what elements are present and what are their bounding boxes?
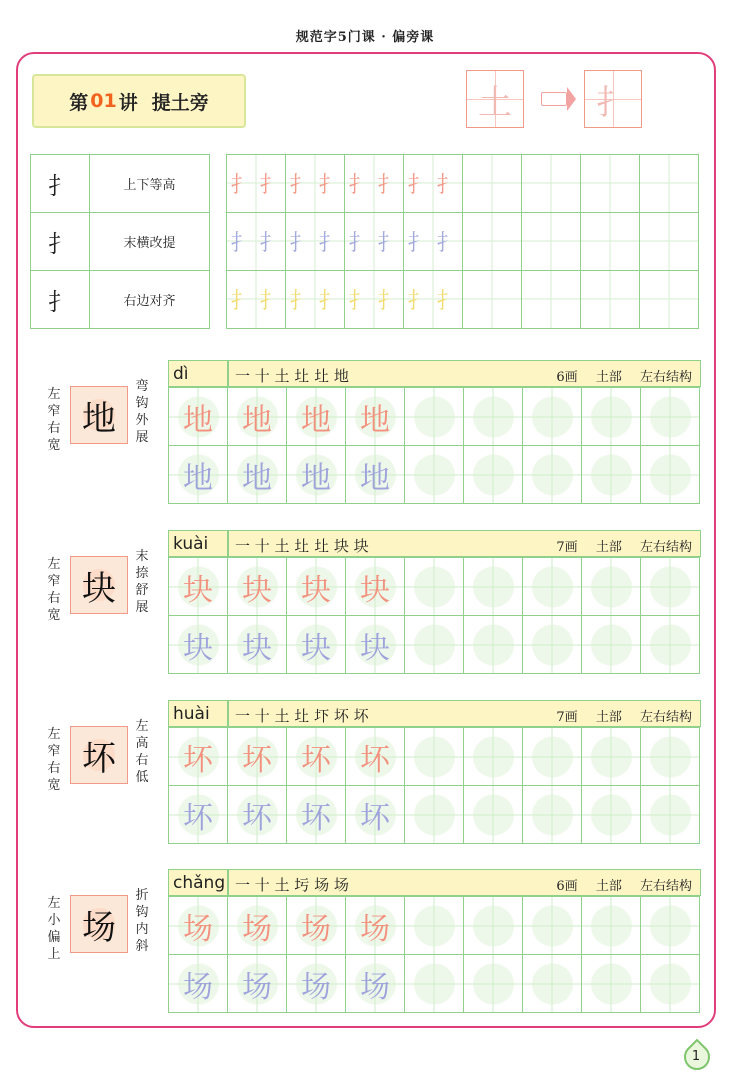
trace-cell[interactable]: 地	[346, 446, 405, 504]
rule-row	[31, 213, 210, 271]
writing-row	[169, 616, 700, 674]
left-note: 左 窄 右 宽	[47, 727, 61, 793]
writing-grid	[168, 727, 700, 844]
trace-cell[interactable]: 场	[228, 897, 287, 955]
practice-cell: 扌 扌	[227, 271, 286, 329]
right-note: 折 钩 内 斜	[135, 888, 149, 954]
empty-cell[interactable]	[464, 786, 523, 844]
empty-cell[interactable]	[582, 728, 641, 786]
empty-cell[interactable]	[641, 388, 700, 446]
pinyin: huài	[173, 704, 210, 724]
writing-grid	[168, 387, 700, 504]
empty-cell[interactable]	[405, 616, 464, 674]
trace-cell[interactable]: 地	[169, 388, 228, 446]
practice-cell	[463, 155, 522, 213]
character-meta	[542, 366, 692, 385]
rule-row	[31, 155, 210, 213]
empty-cell[interactable]	[405, 955, 464, 1013]
trace-cell[interactable]: 地	[346, 388, 405, 446]
trace-cell[interactable]: 场	[169, 955, 228, 1013]
empty-cell[interactable]	[641, 446, 700, 504]
structure-type: 左右结构	[639, 710, 692, 725]
left-note: 左 窄 右 宽	[47, 387, 61, 453]
stroke-order: 一 十 土 圵 圷 坏 坏	[235, 707, 369, 725]
empty-cell[interactable]	[405, 897, 464, 955]
transform-to-box: 扌	[584, 70, 642, 128]
empty-cell[interactable]	[641, 786, 700, 844]
writing-grid	[168, 557, 700, 674]
practice-cell	[522, 213, 581, 271]
rule-row	[31, 271, 210, 329]
practice-cell	[522, 155, 581, 213]
stroke-count: 7画	[556, 710, 578, 725]
rule-glyph: 扌	[31, 213, 90, 271]
character-header	[168, 530, 701, 557]
writing-row	[169, 955, 700, 1013]
practice-cell: 扌 扌	[227, 155, 286, 213]
writing-grid	[168, 896, 700, 1013]
character-meta	[542, 706, 692, 725]
practice-cell: 扌 扌	[404, 155, 463, 213]
empty-cell[interactable]	[641, 728, 700, 786]
empty-cell[interactable]	[582, 955, 641, 1013]
empty-cell[interactable]	[464, 388, 523, 446]
practice-cell	[581, 213, 640, 271]
stroke-order: 一 十 土 圵 圵 块 块	[235, 537, 369, 555]
empty-cell[interactable]	[582, 558, 641, 616]
empty-cell[interactable]	[582, 897, 641, 955]
trace-cell[interactable]: 场	[287, 955, 346, 1013]
trace-cell[interactable]: 场	[228, 955, 287, 1013]
character-header	[168, 869, 701, 896]
rule-text: 右边对齐	[90, 271, 210, 329]
empty-cell[interactable]	[405, 728, 464, 786]
practice-cell: 扌 扌	[345, 155, 404, 213]
practice-cell	[581, 155, 640, 213]
trace-cell[interactable]: 坏	[287, 728, 346, 786]
practice-cell: 扌 扌	[286, 155, 345, 213]
stroke-order: 一 十 土 圵 圵 地	[235, 367, 349, 385]
lesson-suffix: 讲	[118, 91, 138, 114]
practice-row	[227, 155, 699, 213]
rule-glyph: 扌	[31, 271, 90, 329]
practice-cell: 扌 扌	[404, 213, 463, 271]
stroke-count: 7画	[556, 540, 578, 555]
empty-cell[interactable]	[405, 786, 464, 844]
empty-cell[interactable]	[523, 616, 582, 674]
character-meta	[542, 875, 692, 894]
empty-cell[interactable]	[464, 446, 523, 504]
empty-cell[interactable]	[464, 558, 523, 616]
empty-cell[interactable]	[641, 897, 700, 955]
trace-cell[interactable]: 地	[287, 388, 346, 446]
structure-type: 左右结构	[639, 370, 692, 385]
trace-cell[interactable]: 地	[287, 446, 346, 504]
empty-cell[interactable]	[405, 388, 464, 446]
empty-cell[interactable]	[464, 616, 523, 674]
practice-cell: 扌 扌	[345, 213, 404, 271]
practice-row	[227, 271, 699, 329]
trace-cell[interactable]: 块	[169, 616, 228, 674]
writing-row	[169, 388, 700, 446]
book-title: 规范字5门课 · 偏旁课	[295, 30, 435, 45]
lesson-title: 提土旁	[151, 91, 209, 114]
empty-cell[interactable]	[464, 728, 523, 786]
practice-cell	[640, 155, 699, 213]
radical-name: 土部	[595, 540, 622, 555]
rule-text: 末横改提	[90, 213, 210, 271]
left-note: 左 窄 右 宽	[47, 557, 61, 623]
trace-cell[interactable]: 地	[169, 446, 228, 504]
character-meta	[542, 536, 692, 555]
empty-cell[interactable]	[523, 786, 582, 844]
structure-type: 左右结构	[639, 879, 692, 894]
empty-cell[interactable]	[582, 786, 641, 844]
trace-cell[interactable]: 场	[346, 955, 405, 1013]
lesson-badge	[32, 74, 246, 128]
practice-cell: 扌 扌	[286, 271, 345, 329]
empty-cell[interactable]	[641, 616, 700, 674]
practice-cell: 扌 扌	[286, 213, 345, 271]
empty-cell[interactable]	[523, 388, 582, 446]
rule-text: 上下等高	[90, 155, 210, 213]
writing-row	[169, 897, 700, 955]
empty-cell[interactable]	[582, 388, 641, 446]
empty-cell[interactable]	[641, 955, 700, 1013]
empty-cell[interactable]	[523, 955, 582, 1013]
radical-name: 土部	[595, 370, 622, 385]
model-character-box: 块	[70, 556, 128, 614]
practice-cell: 扌 扌	[345, 271, 404, 329]
empty-cell[interactable]	[405, 446, 464, 504]
trace-cell[interactable]: 场	[287, 897, 346, 955]
radical-name: 土部	[595, 879, 622, 894]
character-header	[168, 360, 701, 387]
practice-cell: 扌 扌	[227, 213, 286, 271]
pinyin: chǎng	[173, 873, 226, 893]
trace-cell[interactable]: 块	[287, 616, 346, 674]
practice-cell	[463, 213, 522, 271]
empty-cell[interactable]	[464, 897, 523, 955]
writing-row	[169, 728, 700, 786]
radical-name: 土部	[595, 710, 622, 725]
trace-cell[interactable]: 场	[346, 897, 405, 955]
practice-cell	[640, 213, 699, 271]
trace-cell[interactable]: 块	[346, 558, 405, 616]
practice-cell	[463, 271, 522, 329]
empty-cell[interactable]	[641, 558, 700, 616]
lesson-number: 01	[90, 90, 117, 112]
empty-cell[interactable]	[523, 446, 582, 504]
writing-row	[169, 558, 700, 616]
empty-cell[interactable]	[582, 616, 641, 674]
stroke-order: 一 十 土 圬 场 场	[235, 876, 349, 894]
practice-cell	[640, 271, 699, 329]
writing-row	[169, 786, 700, 844]
practice-cell	[581, 271, 640, 329]
trace-cell[interactable]: 块	[169, 558, 228, 616]
trace-cell[interactable]: 块	[287, 558, 346, 616]
model-character-box: 场	[70, 895, 128, 953]
stroke-count: 6画	[556, 879, 578, 894]
practice-cell: 扌 扌	[404, 271, 463, 329]
pinyin: dì	[173, 364, 189, 384]
empty-cell[interactable]	[523, 897, 582, 955]
left-note: 左 小 偏 上	[47, 896, 61, 962]
trace-cell[interactable]: 块	[228, 616, 287, 674]
trace-cell[interactable]: 坏	[228, 728, 287, 786]
radical-practice-grid	[226, 154, 699, 329]
trace-cell[interactable]: 坏	[228, 786, 287, 844]
trace-cell[interactable]: 坏	[346, 728, 405, 786]
empty-cell[interactable]	[582, 446, 641, 504]
stroke-count: 6画	[556, 370, 578, 385]
trace-cell[interactable]: 场	[169, 897, 228, 955]
right-note: 末 捺 舒 展	[135, 549, 149, 615]
transform-from-box: 土	[466, 70, 524, 128]
lesson-prefix: 第	[69, 91, 89, 114]
rule-glyph: 扌	[31, 155, 90, 213]
model-character-box: 坏	[70, 726, 128, 784]
empty-cell[interactable]	[464, 955, 523, 1013]
trace-cell[interactable]: 坏	[346, 786, 405, 844]
character-header	[168, 700, 701, 727]
empty-cell[interactable]	[523, 558, 582, 616]
page-number: 1	[684, 1040, 708, 1070]
practice-cell	[522, 271, 581, 329]
trace-cell[interactable]: 坏	[287, 786, 346, 844]
trace-cell[interactable]: 块	[346, 616, 405, 674]
model-character-box: 地	[70, 386, 128, 444]
pinyin: kuài	[173, 534, 209, 554]
radical-rules-table	[30, 154, 210, 329]
arrow-icon	[541, 92, 567, 106]
trace-cell[interactable]: 块	[228, 558, 287, 616]
writing-row	[169, 446, 700, 504]
trace-cell[interactable]: 地	[228, 446, 287, 504]
trace-cell[interactable]: 坏	[169, 786, 228, 844]
right-note: 弯 钩 外 展	[135, 379, 149, 445]
practice-row	[227, 213, 699, 271]
trace-cell[interactable]: 坏	[169, 728, 228, 786]
structure-type: 左右结构	[639, 540, 692, 555]
empty-cell[interactable]	[523, 728, 582, 786]
empty-cell[interactable]	[405, 558, 464, 616]
right-note: 左 高 右 低	[135, 719, 149, 785]
trace-cell[interactable]: 地	[228, 388, 287, 446]
